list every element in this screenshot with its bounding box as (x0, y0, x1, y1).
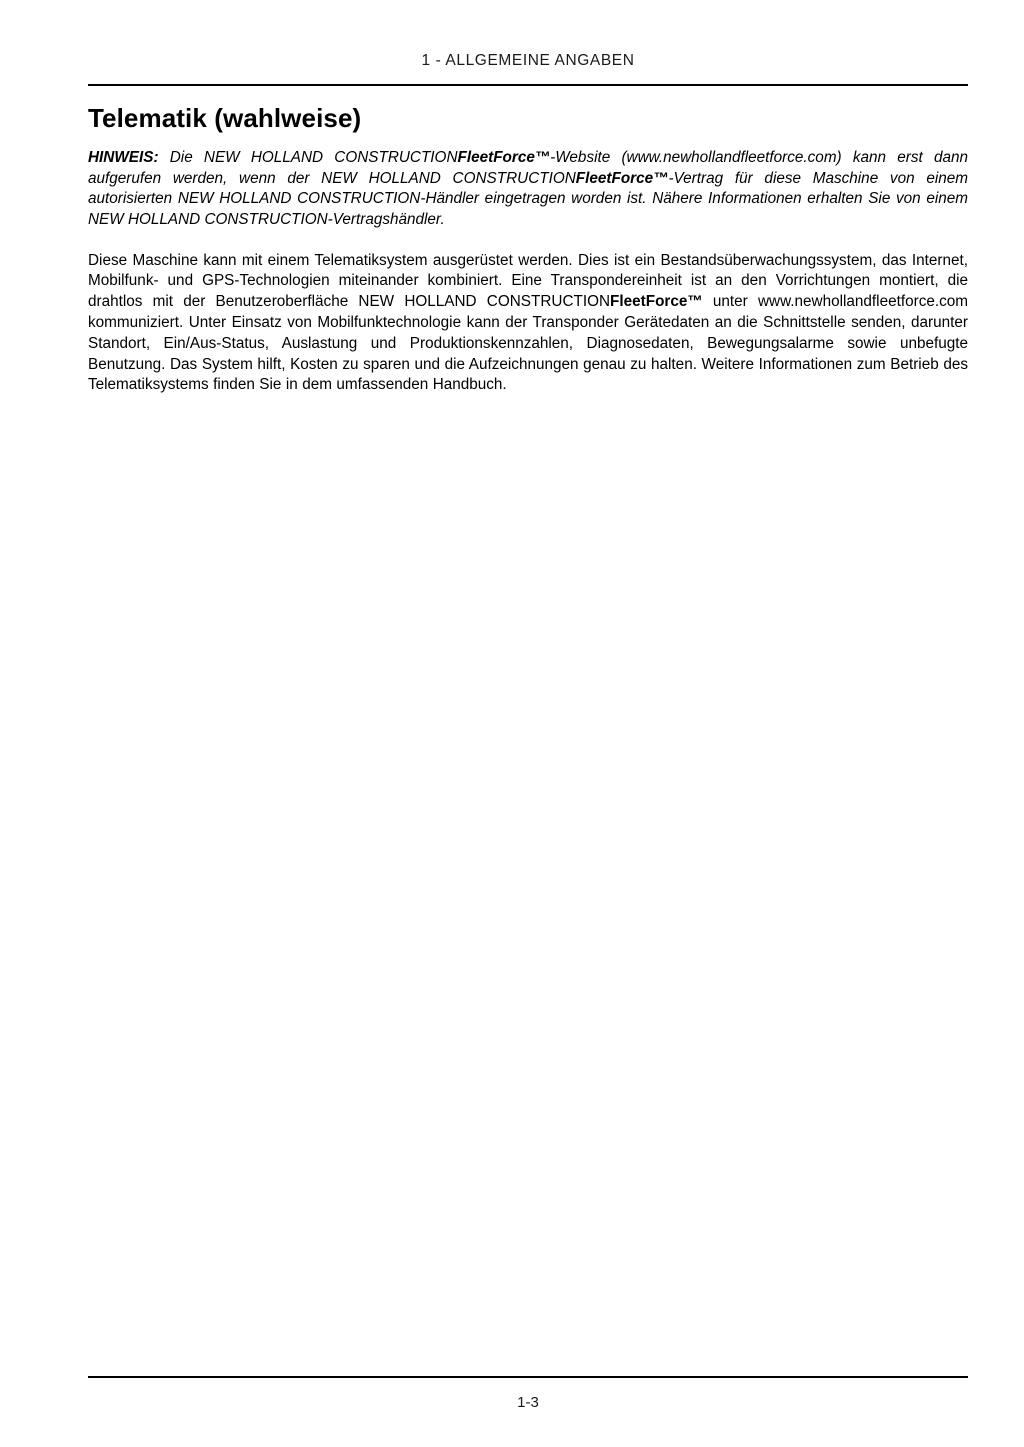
brand-fleetforce-3: FleetForce™ (610, 293, 703, 311)
note-text-3: -Vertrag für diese Maschine von einem autorisierten NEW HOLLAND CONSTRUCTION-Händler eingetragen worden ist. Nähere Informationen erhalten Sie von einem NEW HOLLAND CONSTRUCTION-Vertragshändler. (88, 169, 968, 228)
header-divider (88, 84, 968, 86)
body-text-2: unter www.newhollandfleetforce.com kommuniziert. Unter Einsatz von Mobilfunktechnologie kann der Transponder Gerätedaten an die Schnittstelle senden, darunter Standort, Ein/Aus-Status, Auslastung und Produktionskennzahlen, Diagnosedaten, Bewegungsalarme sowie unbefugte Benutzung. Das System hilft, Kosten zu sparen und die Aufzeichnungen genau zu halten. Weitere Informationen zum Betrieb des Telematiksystems finden Sie in dem umfassenden Handbuch. (88, 293, 968, 394)
page-header: 1 - ALLGEMEINE ANGABEN (421, 52, 635, 69)
note-text-1: Die NEW HOLLAND CONSTRUCTION (158, 149, 458, 166)
page-title: Telematik (wahlweise) (88, 103, 362, 133)
note-paragraph (88, 148, 968, 231)
note-text-2: -Website (www.newhollandfleetforce.com) kann erst dann aufgerufen werden, wenn der NEW HOLLAND CONSTRUCTION (88, 149, 968, 187)
note-label: HINWEIS: (88, 149, 159, 166)
body-text-1: Diese Maschine kann mit einem Telematiksystem ausgerüstet werden. Dies ist ein Bestandsüberwachungssystem, das Internet, Mobilfunk- und GPS-Technologien miteinander kombiniert. Eine Transpondereinheit ist an den Vorrichtungen montiert, die drahtlos mit der Benutzeroberfläche NEW HOLLAND CONSTRUCTION (88, 251, 968, 311)
page-content (88, 103, 968, 408)
footer-divider (88, 1376, 968, 1378)
body-paragraph (88, 251, 968, 397)
brand-fleetforce-2: FleetForce™ (575, 169, 669, 187)
page-footer: 1-3 (517, 1394, 539, 1411)
brand-fleetforce-1: FleetForce™ (457, 149, 551, 166)
